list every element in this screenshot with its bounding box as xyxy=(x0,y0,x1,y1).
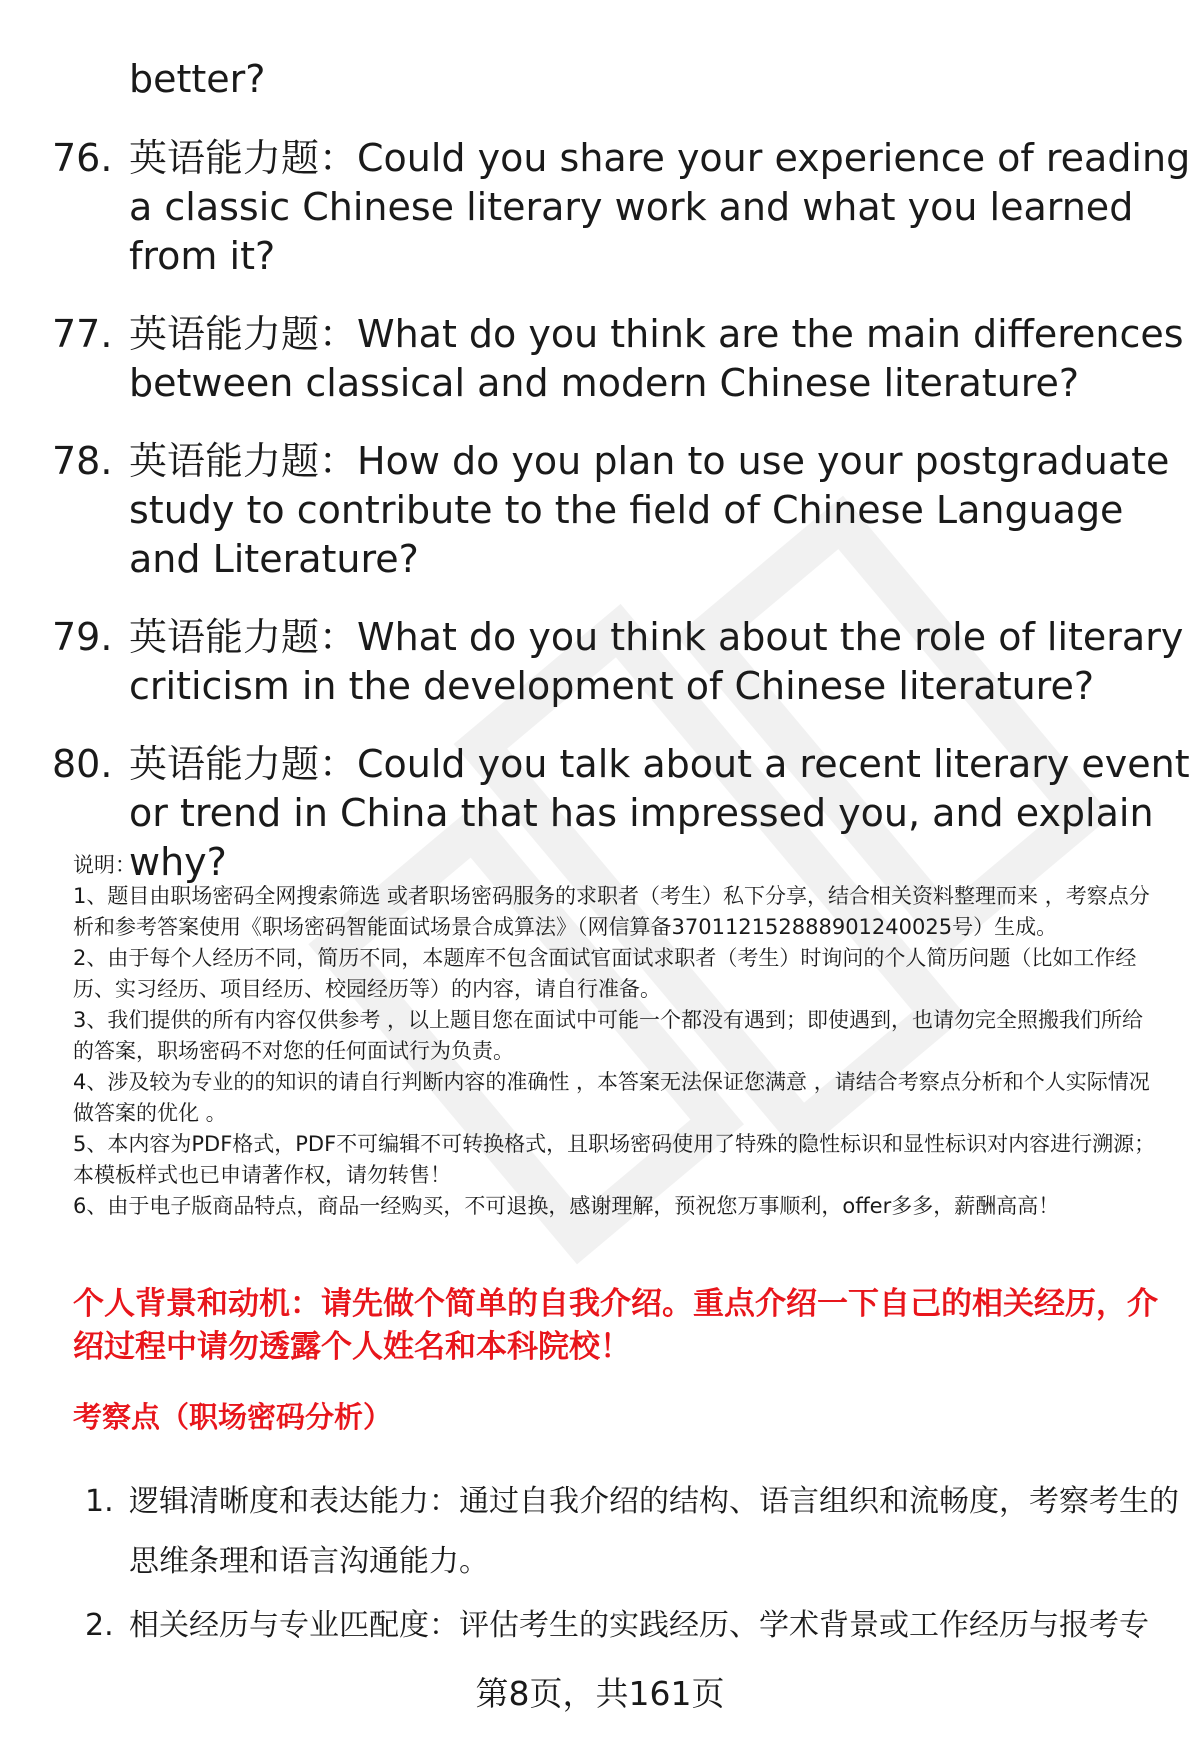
analysis-points xyxy=(0,1472,1200,1656)
analysis-point xyxy=(0,1596,1200,1656)
note-item: 1、题目由职场密码全网搜索筛选 或者职场密码服务的求职者（考生）私下分享，结合相关资料整理而来 ，考察点分析和参考答案使用《职场密码智能面试场景合成算法》（网信算备370112152888901240025号）生成。 xyxy=(73,884,1150,939)
question-item xyxy=(0,310,1200,408)
question-number: 80. xyxy=(52,742,113,786)
point-number: 2. xyxy=(85,1608,114,1643)
question-number: 79. xyxy=(52,615,113,659)
note-item: 4、涉及较为专业的的知识的请自行判断内容的准确性 ，本答案无法保证您满意 ，请结合考察点分析和个人实际情况做答案的优化 。 xyxy=(73,1070,1150,1125)
question-number: 76. xyxy=(52,136,113,180)
section-question: 个人背景和动机：请先做个简单的自我介绍。重点介绍一下自己的相关经历，介绍过程中请勿透露个人姓名和本科院校！ xyxy=(73,1286,1158,1365)
note-item: 2、由于每个人经历不同，简历不同，本题库不包含面试官面试求职者（考生）时询问的个人简历问题（比如工作经历、实习经历、项目经历、校园经历等）的内容，请自行准备。 xyxy=(73,946,1137,1001)
notes-section xyxy=(73,850,1163,1222)
question-text: 英语能力题：How do you plan to use your postgraduate study to contribute to the field of Chinese Language and Literature? xyxy=(129,439,1170,581)
question-item xyxy=(0,134,1200,281)
note-item: 3、我们提供的所有内容仅供参考 ，以上题目您在面试中可能一个都没有遇到；即使遇到，也请勿完全照搬我们所给的答案，职场密码不对您的任何面试行为负责。 xyxy=(73,1008,1144,1063)
analysis-heading: 考察点（职场密码分析） xyxy=(73,1400,393,1434)
question-number: 77. xyxy=(52,312,113,356)
note-item: 6、由于电子版商品特点，商品一经购买，不可退换，感谢理解，预祝您万事顺利，offer多多，薪酬高高！ xyxy=(73,1194,1060,1218)
question-item xyxy=(0,613,1200,711)
question-item xyxy=(0,437,1200,584)
point-text: 逻辑清晰度和表达能力：通过自我介绍的结构、语言组织和流畅度，考察考生的思维条理和语言沟通能力。 xyxy=(129,1484,1179,1579)
page-footer: 第8页，共161页 xyxy=(475,1674,725,1713)
question-continued: better? xyxy=(129,57,266,101)
point-number: 1. xyxy=(85,1484,114,1519)
note-item: 5、本内容为PDF格式，PDF不可编辑不可转换格式，且职场密码使用了特殊的隐性标识和显性标识对内容进行溯源；本模板样式也已申请著作权，请勿转售！ xyxy=(73,1132,1156,1187)
question-text: 英语能力题：What do you think about the role of literary criticism in the development of Chinese literature? xyxy=(129,615,1184,708)
analysis-point xyxy=(0,1472,1200,1592)
question-text: 英语能力题：Could you share your experience of reading a classic Chinese literary work and what you learned from it? xyxy=(129,136,1191,278)
question-text: 英语能力题：What do you think are the main differences between classical and modern Chinese literature? xyxy=(129,312,1184,405)
notes-title: 说明： xyxy=(73,853,136,877)
point-text: 相关经历与专业匹配度：评估考生的实践经历、学术背景或工作经历与报考专 xyxy=(129,1608,1149,1643)
question-text: 英语能力题：Could you talk about a recent literary event or trend in China that has impressed you, and explain why? xyxy=(129,742,1190,884)
question-number: 78. xyxy=(52,439,113,483)
question-list xyxy=(0,55,1200,916)
